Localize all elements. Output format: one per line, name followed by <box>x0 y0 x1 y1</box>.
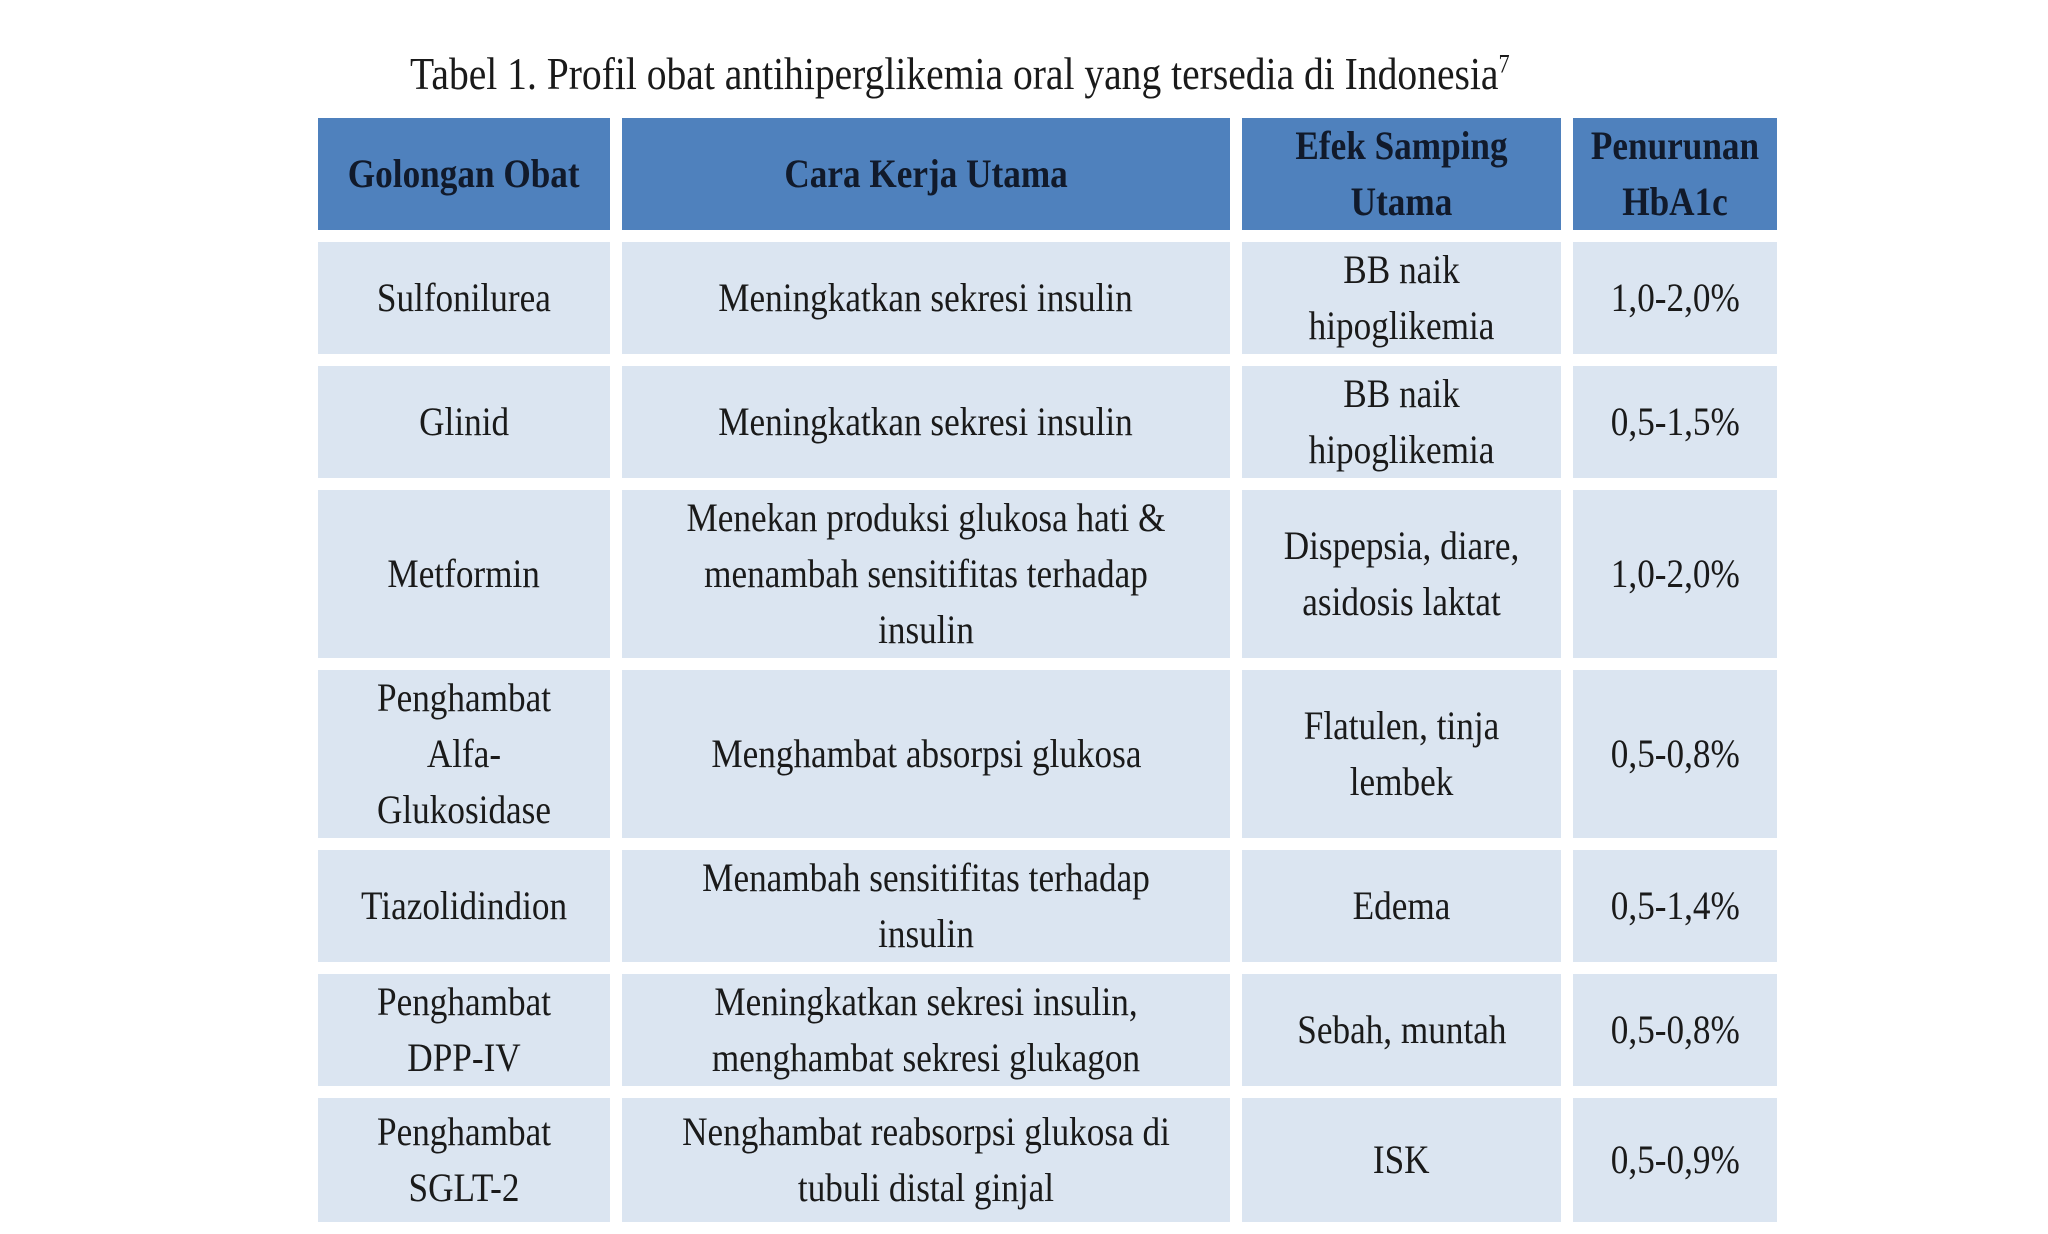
table-row <box>318 242 1777 354</box>
cell-drug-class: Metformin <box>318 490 610 658</box>
cell-side-effects: Sebah, muntah <box>1242 974 1561 1086</box>
cell-mechanism: Menekan produksi glukosa hati & menambah sensitifitas terhadap insulin <box>622 490 1230 658</box>
table-row <box>318 366 1777 478</box>
table-row <box>318 490 1777 658</box>
cell-mechanism: Meningkatkan sekresi insulin <box>622 242 1230 354</box>
cell-hba1c: 1,0-2,0% <box>1573 490 1777 658</box>
cell-side-effects: Dispepsia, diare, asidosis laktat <box>1242 490 1561 658</box>
table-caption-text: Tabel 1. Profil obat antihiperglikemia oral yang tersedia di Indonesia <box>410 48 1499 99</box>
table-row <box>318 974 1777 1086</box>
header-drug-class: Golongan Obat <box>318 118 610 230</box>
cell-hba1c: 0,5-1,5% <box>1573 366 1777 478</box>
cell-mechanism: Nenghambat reabsorpsi glukosa di tubuli distal ginjal <box>622 1098 1230 1222</box>
drug-profile-table <box>306 106 1789 1234</box>
table-row <box>318 1098 1777 1222</box>
cell-drug-class: Sulfonilurea <box>318 242 610 354</box>
cell-side-effects: BB naik hipoglikemia <box>1242 242 1561 354</box>
cell-hba1c: 0,5-0,9% <box>1573 1098 1777 1222</box>
cell-side-effects: BB naik hipoglikemia <box>1242 366 1561 478</box>
cell-drug-class: Glinid <box>318 366 610 478</box>
header-hba1c-reduction: Penurunan HbA1c <box>1573 118 1777 230</box>
cell-mechanism: Meningkatkan sekresi insulin, menghambat sekresi glukagon <box>622 974 1230 1086</box>
header-main-side-effects: Efek Samping Utama <box>1242 118 1561 230</box>
cell-drug-class: Penghambat DPP-IV <box>318 974 610 1086</box>
caption-reference-number: 7 <box>1498 49 1510 79</box>
cell-side-effects: Flatulen, tinja lembek <box>1242 670 1561 838</box>
header-main-mechanism: Cara Kerja Utama <box>622 118 1230 230</box>
table-header-row <box>318 118 1777 230</box>
cell-hba1c: 0,5-0,8% <box>1573 974 1777 1086</box>
table-caption <box>410 44 1510 104</box>
cell-hba1c: 1,0-2,0% <box>1573 242 1777 354</box>
cell-mechanism: Meningkatkan sekresi insulin <box>622 366 1230 478</box>
table-row <box>318 670 1777 838</box>
cell-hba1c: 0,5-1,4% <box>1573 850 1777 962</box>
cell-side-effects: ISK <box>1242 1098 1561 1222</box>
cell-mechanism: Menambah sensitifitas terhadap insulin <box>622 850 1230 962</box>
cell-hba1c: 0,5-0,8% <box>1573 670 1777 838</box>
cell-mechanism: Menghambat absorpsi glukosa <box>622 670 1230 838</box>
cell-side-effects: Edema <box>1242 850 1561 962</box>
table-row <box>318 850 1777 962</box>
cell-drug-class: Penghambat Alfa-Glukosidase <box>318 670 610 838</box>
cell-drug-class: Tiazolidindion <box>318 850 610 962</box>
cell-drug-class: Penghambat SGLT-2 <box>318 1098 610 1222</box>
